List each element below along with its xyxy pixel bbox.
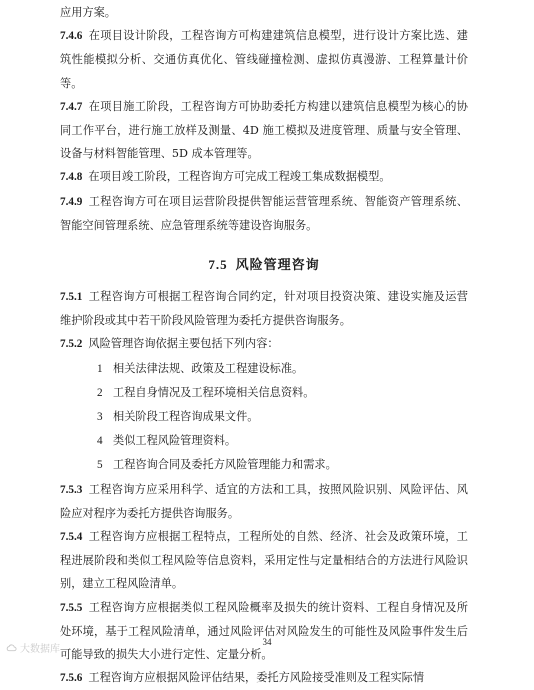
clause-number: 7.4.7 [60, 100, 83, 113]
list-item-number: 2 [97, 386, 103, 399]
clause-7-5-1 [60, 285, 468, 332]
intro-tail: 应用方案。 [60, 6, 116, 19]
list-item-number: 3 [97, 411, 103, 424]
watermark-text: 大数据库 [20, 644, 60, 655]
list-item [60, 357, 468, 381]
clause-number: 7.5.1 [60, 291, 83, 304]
clause-text: 工程咨询方应根据类似工程风险概率及损失的统计资料、工程自身情况及所处环境，基于工程风险清单，通过风险评估对风险发生的可能性及风险事件发生后可能导致的损失大小进行定性、定量分析。 [60, 600, 468, 662]
clause-number: 7.5.6 [60, 672, 83, 685]
watermark [6, 640, 60, 655]
clause-text: 工程咨询方可在项目运营阶段提供智能运营管理系统、智能资产管理系统、智能空间管理系统、应急管理系统等建设咨询服务。 [60, 194, 468, 232]
clause-number: 7.4.9 [60, 195, 83, 208]
list-item [60, 429, 468, 453]
cloud-icon [6, 642, 17, 653]
clause-text: 工程咨询方应根据风险评估结果，委托方风险接受准则及工程实际情 [88, 671, 425, 685]
clause-number: 7.5.3 [60, 483, 83, 496]
list-item-text: 相关法律法规、政策及工程建设标准。 [113, 361, 304, 375]
clause-7-4-6 [60, 24, 468, 95]
clause-7-5-6 [60, 666, 468, 690]
clause-7-5-5 [60, 596, 468, 667]
clause-text: 在项目施工阶段，工程咨询方可协助委托方构建以建筑信息模型为核心的协同工作平台，进行施工放样及测量、4D 施工模拟及进度管理、质量与安全管理、设备与材料智能管理、5D 成本管理等。 [60, 99, 468, 161]
document-page [60, 0, 468, 690]
clause-text: 风险管理咨询依据主要包括下列内容： [88, 337, 279, 351]
section-number: 7.5 [208, 257, 228, 273]
page-number: 34 [262, 637, 272, 647]
clause-number: 7.4.8 [60, 171, 83, 184]
list-item [60, 381, 468, 405]
list-item-text: 类似工程风险管理资料。 [113, 434, 237, 448]
clause-number: 7.4.6 [60, 30, 83, 43]
clause-text: 在项目竣工阶段，工程咨询方可完成工程竣工集成数据模型。 [88, 170, 391, 184]
list-item [60, 453, 468, 477]
clause-text: 工程咨询方应采用科学、适宜的方法和工具，按照风险识别、风险评估、风险应对程序为委托方提供咨询服务。 [60, 482, 468, 520]
list-item-text: 工程咨询合同及委托方风险管理能力和需求。 [113, 458, 337, 472]
clause-7-4-9 [60, 190, 468, 237]
list-item-text: 工程自身情况及工程环境相关信息资料。 [113, 385, 315, 399]
clause-7-5-3 [60, 478, 468, 525]
clause-text: 工程咨询方可根据工程咨询合同约定，针对项目投资决策、建设实施及运营维护阶段或其中若干阶段风险管理为委托方提供咨询服务。 [60, 290, 468, 328]
section-title: 风险管理咨询 [235, 258, 320, 274]
list-item-number: 4 [97, 435, 103, 448]
clause-7-4-7 [60, 95, 468, 166]
clause-7-4-8 [60, 165, 468, 189]
section-heading [60, 254, 468, 273]
basis-list [60, 357, 468, 478]
clause-7-5-4 [60, 525, 468, 596]
list-item [60, 405, 468, 429]
clause-number: 7.5.5 [60, 601, 83, 614]
clause-number: 7.5.2 [60, 338, 83, 351]
clause-text: 在项目设计阶段，工程咨询方可构建建筑信息模型，进行设计方案比选、建筑性能模拟分析、交通仿真优化、管线碰撞检测、虚拟仿真漫游、工程算量计价等。 [60, 29, 468, 90]
clause-text: 工程咨询方应根据工程特点，工程所处的自然、经济、社会及政策环境，工程进展阶段和类似工程风险等信息资料，采用定性与定量相结合的方法进行风险识别，建立工程风险清单。 [60, 530, 468, 591]
list-item-text: 相关阶段工程咨询成果文件。 [113, 410, 259, 424]
clause-number: 7.5.4 [60, 531, 83, 544]
list-item-number: 1 [97, 362, 103, 375]
clause-7-5-2 [60, 332, 468, 356]
list-item-number: 5 [97, 459, 103, 472]
